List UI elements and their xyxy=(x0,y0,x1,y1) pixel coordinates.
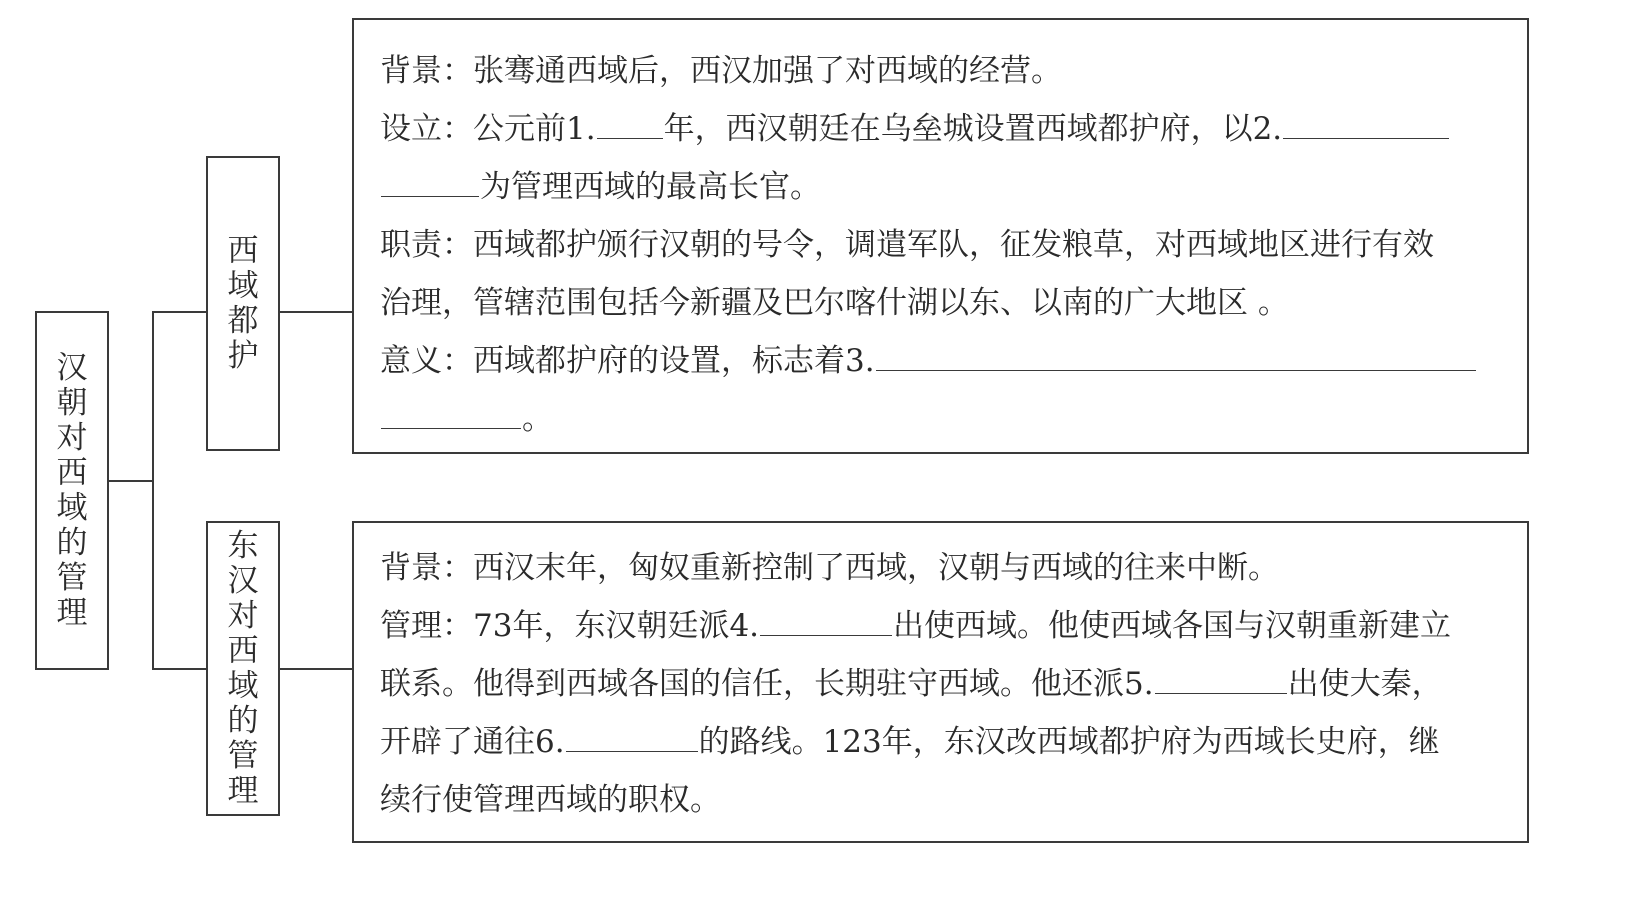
text-segment: 意义：西域都护府的设置，标志着3. xyxy=(380,343,875,379)
blank-2-part1[interactable] xyxy=(1283,102,1449,139)
connector-to-branch1 xyxy=(152,311,208,313)
branch-node-donghan xyxy=(206,521,280,816)
branch1-label xyxy=(228,234,259,374)
blank-4[interactable] xyxy=(760,599,892,636)
vertical-char: 西 xyxy=(227,232,259,269)
blank-3-part2[interactable] xyxy=(381,392,521,429)
root-label xyxy=(57,351,88,631)
connector-to-branch2 xyxy=(152,668,208,670)
line-manage xyxy=(380,597,1501,655)
line-duty-cont: 治理，管辖范围包括今新疆及巴尔喀什湖以东、以南的广大地区 。 xyxy=(380,285,1289,321)
blank-5[interactable] xyxy=(1155,657,1287,694)
text-segment: 设立：公元前1. xyxy=(380,111,596,147)
line-manage-cont3: 续行使管理西域的职权。 xyxy=(380,782,721,818)
vertical-char: 对 xyxy=(56,419,88,456)
text-segment: 年，西汉朝廷在乌垒城设置西域都护府，以2. xyxy=(663,111,1283,147)
line-establish-cont xyxy=(380,158,1501,216)
line-significance-cont xyxy=(380,390,1501,448)
connector-branch2-content xyxy=(278,668,354,670)
text-segment: 出使大秦， xyxy=(1287,666,1443,702)
vertical-char: 域 xyxy=(227,667,259,704)
line-establish xyxy=(380,100,1501,158)
text-segment: 管理：73年，东汉朝廷派4. xyxy=(380,608,760,644)
blank-6[interactable] xyxy=(566,715,698,752)
line-background: 背景：张骞通西域后，西汉加强了对西域的经营。 xyxy=(380,53,1062,89)
text-segment: 出使西域。他使西域各国与汉朝重新建立 xyxy=(893,608,1452,644)
branch-node-xiyu-duhu xyxy=(206,156,280,451)
line-manage-cont1 xyxy=(380,655,1501,713)
vertical-char: 的 xyxy=(56,524,88,561)
line-duty: 职责：西域都护颁行汉朝的号令，调遣军队，征发粮草，对西域地区进行有效 xyxy=(380,227,1434,263)
vertical-char: 西 xyxy=(227,632,259,669)
vertical-char: 汉 xyxy=(227,562,259,599)
vertical-char: 东 xyxy=(227,527,259,564)
vertical-char: 的 xyxy=(227,702,259,739)
vertical-char: 都 xyxy=(227,302,259,339)
blank-3-part1[interactable] xyxy=(876,334,1476,371)
branch2-label xyxy=(228,529,259,809)
connector-vertical-spine xyxy=(152,311,154,670)
line-background: 背景：西汉末年，匈奴重新控制了西域，汉朝与西域的往来中断。 xyxy=(380,550,1279,586)
vertical-char: 理 xyxy=(56,594,88,631)
text-segment: 联系。他得到西域各国的信任，长期驻守西域。他还派5. xyxy=(380,666,1154,702)
blank-2-part2[interactable] xyxy=(381,160,479,197)
vertical-char: 管 xyxy=(56,559,88,596)
vertical-char: 管 xyxy=(227,737,259,774)
vertical-char: 护 xyxy=(227,337,259,374)
content-box-xiyu-duhu xyxy=(352,18,1529,454)
text-segment: 。 xyxy=(522,401,553,437)
line-significance xyxy=(380,332,1501,390)
connector-branch1-content xyxy=(278,311,354,313)
vertical-char: 朝 xyxy=(56,384,88,421)
vertical-char: 域 xyxy=(56,489,88,526)
vertical-char: 汉 xyxy=(56,349,88,386)
vertical-char: 域 xyxy=(227,267,259,304)
connector-root-trunk xyxy=(108,480,154,482)
vertical-char: 对 xyxy=(227,597,259,634)
text-segment: 的路线。123年，东汉改西域都护府为西域长史府，继 xyxy=(698,724,1440,760)
text-segment: 开辟了通往6. xyxy=(380,724,565,760)
text-segment: 为管理西域的最高长官。 xyxy=(480,169,821,205)
line-manage-cont2 xyxy=(380,713,1501,771)
vertical-char: 理 xyxy=(227,772,259,809)
blank-1[interactable] xyxy=(597,102,663,139)
root-node xyxy=(35,311,109,670)
vertical-char: 西 xyxy=(56,454,88,491)
content-box-donghan xyxy=(352,521,1529,843)
